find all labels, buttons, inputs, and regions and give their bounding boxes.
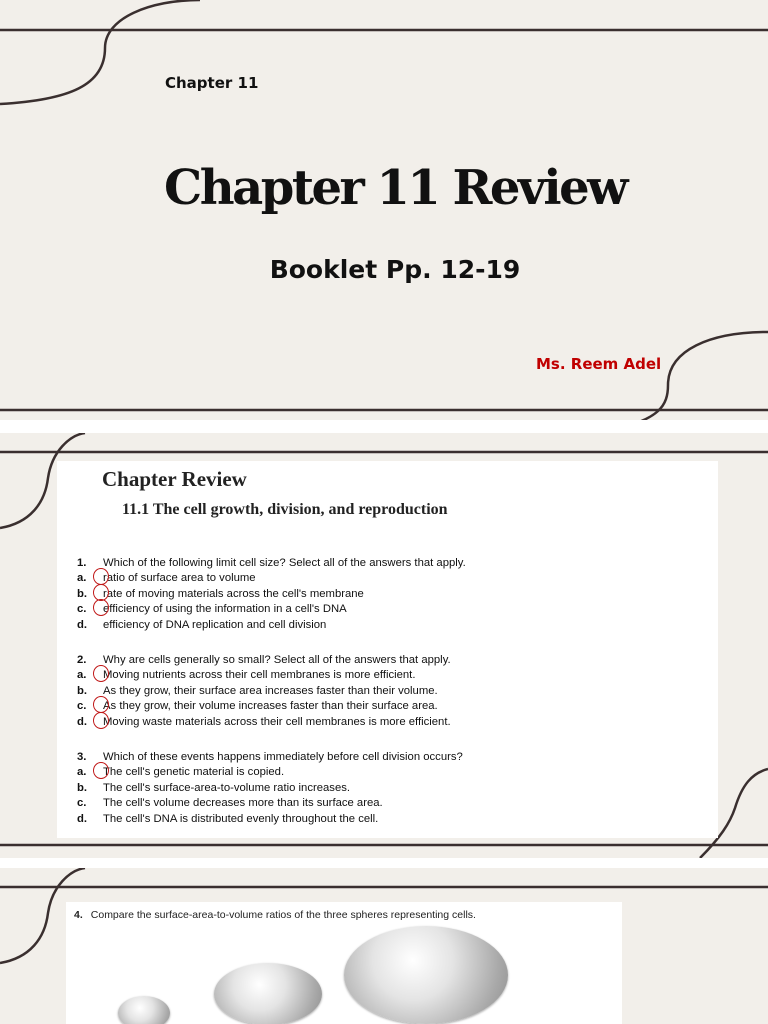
chapter-label: Chapter 11 bbox=[165, 74, 259, 92]
option-1a: a. ratio of surface area to volume bbox=[77, 571, 256, 586]
question-1: 1. Which of the following limit cell size? Select all of the answers that apply. bbox=[77, 557, 466, 569]
worksheet-page bbox=[66, 902, 622, 1024]
title-slide bbox=[0, 0, 768, 420]
worksheet-page bbox=[57, 461, 718, 838]
author-name: Ms. Reem Adel bbox=[536, 355, 662, 373]
large-sphere bbox=[344, 926, 508, 1024]
subtitle: Booklet Pp. 12-19 bbox=[269, 255, 521, 284]
answer-circle bbox=[93, 665, 109, 682]
option-3a: a. The cell's genetic material is copied. bbox=[77, 765, 284, 780]
page-title: Chapter 11 Review bbox=[164, 160, 626, 216]
option-2b: b. As they grow, their surface area increases faster than their volume. bbox=[77, 685, 438, 697]
answer-circle bbox=[93, 599, 109, 616]
answer-circle bbox=[93, 762, 109, 779]
option-1d: d. efficiency of DNA replication and cell division bbox=[77, 619, 327, 631]
option-3b: b. The cell's surface-area-to-volume ratio increases. bbox=[77, 782, 351, 794]
spheres-slide bbox=[0, 868, 768, 1024]
answer-circle bbox=[93, 696, 109, 713]
answer-circle bbox=[93, 568, 109, 585]
question-4: 4. Compare the surface-area-to-volume ratios of the three spheres representing cells. bbox=[74, 909, 476, 921]
option-2d: d. Moving waste materials across their cell membranes is more efficient. bbox=[77, 715, 451, 730]
question-3: 3. Which of these events happens immediately before cell division occurs? bbox=[77, 751, 463, 763]
option-1c: c. efficiency of using the information in a cell's DNA bbox=[77, 602, 347, 617]
section-heading: 11.1 The cell growth, division, and reproduction bbox=[122, 501, 448, 518]
question-2: 2. Why are cells generally so small? Select all of the answers that apply. bbox=[77, 654, 451, 666]
option-3c: c. The cell's volume decreases more than its surface area. bbox=[77, 797, 383, 809]
option-1b: b. rate of moving materials across the cell's membrane bbox=[77, 587, 364, 602]
chapter-review-slide bbox=[0, 433, 768, 858]
small-sphere bbox=[118, 996, 170, 1024]
worksheet-heading: Chapter Review bbox=[102, 467, 247, 491]
medium-sphere bbox=[214, 963, 322, 1024]
option-3d: d. The cell's DNA is distributed evenly throughout the cell. bbox=[77, 813, 379, 825]
option-2c: c. As they grow, their volume increases faster than their surface area. bbox=[77, 699, 438, 714]
answer-circle bbox=[93, 712, 109, 729]
option-2a: a. Moving nutrients across their cell membranes is more efficient. bbox=[77, 668, 415, 683]
